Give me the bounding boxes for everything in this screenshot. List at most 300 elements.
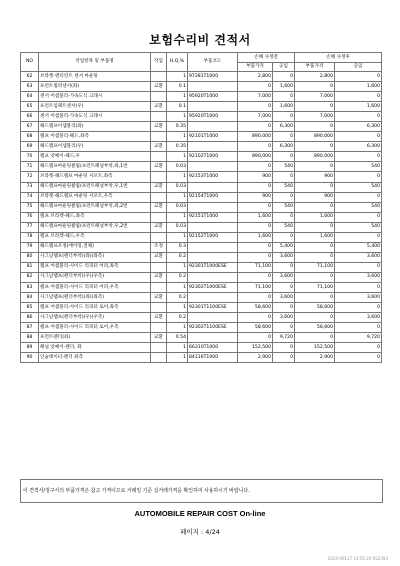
table-row (21, 313, 382, 323)
table-row (21, 72, 382, 82)
cell-part-code (188, 222, 238, 232)
cell-no: 81 (21, 262, 39, 272)
cell-hq: 0.03 (167, 182, 188, 192)
cell-no: 87 (21, 323, 39, 333)
cell-labor-before: 0 (273, 323, 295, 333)
cell-item-name: 헤드램프조정(에이밍,전체) (39, 242, 151, 252)
cell-item-name: 램프 브라켓-헤드,우측 (39, 232, 151, 242)
cell-price-after: 152,500 (295, 343, 335, 353)
cell-item-name: 사그날램프(펜더부착)(우)(우측) (39, 272, 151, 282)
cell-price-after: 2,900 (295, 353, 335, 363)
cell-work: 교환 (151, 272, 167, 282)
cell-labor-after: 5,400 (335, 242, 382, 252)
cell-work (151, 343, 167, 353)
cell-labor-before: 0 (273, 232, 295, 242)
cell-hq: 1 (167, 343, 188, 353)
cell-part-code: 92101T1000 (188, 132, 238, 142)
cell-price-before: 0 (238, 102, 273, 112)
cell-item-name: 브라켓-헤드램프 마운팅 서포트,좌측 (39, 172, 151, 182)
cell-item-name: 램프 브라켓-헤드,좌측 (39, 212, 151, 222)
cell-labor-after: 0 (335, 353, 382, 363)
cell-work: 교환 (151, 252, 167, 262)
cell-hq: 1 (167, 152, 188, 162)
cell-price-after: 890,000 (295, 132, 335, 142)
cell-labor-after: 0 (335, 343, 382, 353)
cell-price-before: 0 (238, 182, 273, 192)
cell-price-after: 0 (295, 333, 335, 343)
cell-price-after: 2,800 (295, 72, 335, 82)
cell-labor-after: 0 (335, 112, 382, 122)
table-row (21, 202, 382, 212)
header-before-adjustment: 손해 사정전 (238, 53, 295, 63)
cell-part-code (188, 333, 238, 343)
cell-no: 62 (21, 72, 39, 82)
cell-labor-after: 540 (335, 162, 382, 172)
cell-hq: 1 (167, 303, 188, 313)
cell-price-before: 71,100 (238, 282, 273, 292)
cell-price-after: 1,600 (295, 232, 335, 242)
cell-item-name: 헤드램프어셈블리(좌) (39, 122, 151, 132)
table-row (21, 162, 382, 172)
header-item-name: 작업항목 및 부품명 (39, 53, 151, 72)
cell-price-after: 0 (295, 102, 335, 112)
header-price-after: 부품가격 (295, 63, 335, 72)
cell-part-code (188, 313, 238, 323)
cell-price-before: 58,600 (238, 323, 273, 333)
cell-work: 교환 (151, 202, 167, 212)
table-row (21, 132, 382, 142)
cell-hq: 0.3 (167, 242, 188, 252)
cell-part-code: 84116T1000 (188, 353, 238, 363)
cell-labor-before: 1,600 (273, 82, 295, 92)
cell-hq: 1 (167, 282, 188, 292)
cell-hq: 1 (167, 323, 188, 333)
cell-price-after: 71,100 (295, 282, 335, 292)
cell-item-name: 램프 어셈블리-사이드 리피터 어퍼,우측 (39, 282, 151, 292)
cell-part-code (188, 102, 238, 112)
cell-hq: 0.2 (167, 313, 188, 323)
cell-labor-after: 0 (335, 72, 382, 82)
cell-part-code (188, 82, 238, 92)
cell-hq: 1 (167, 192, 188, 202)
cell-labor-before: 0 (273, 152, 295, 162)
cell-price-after: 900 (295, 192, 335, 202)
cell-item-name: 사그날램프(펜더부착)(우)(우측) (39, 313, 151, 323)
cell-labor-before: 0 (273, 112, 295, 122)
table-row (21, 152, 382, 162)
cell-work: 교환 (151, 82, 167, 92)
cell-no: 90 (21, 353, 39, 363)
cell-work: 교환 (151, 182, 167, 192)
cell-price-before: 0 (238, 162, 273, 172)
cell-price-after: 0 (295, 313, 335, 323)
cell-item-name: 헤드램프마운팅클립(프런트패널부착,좌,1번 (39, 162, 151, 172)
cell-item-name: 사그날램프(펜더부착)(좌)(좌측) (39, 252, 151, 262)
cell-part-code: 95920T1000 (188, 112, 238, 122)
table-row (21, 343, 382, 353)
cell-part-code: 92151T1000 (188, 212, 238, 222)
cell-labor-after: 0 (335, 92, 382, 102)
table-row (21, 333, 382, 343)
cell-labor-after: 0 (335, 323, 382, 333)
cell-no: 84 (21, 293, 39, 303)
header-after-adjustment: 손해 사정후 (295, 53, 382, 63)
cell-labor-after: 9,720 (335, 333, 382, 343)
header-hq: H,Q,% (167, 53, 188, 72)
table-row (21, 262, 382, 272)
cell-price-after: 0 (295, 142, 335, 152)
cell-price-before: 0 (238, 142, 273, 152)
cell-hq: 0.35 (167, 142, 188, 152)
cell-price-after: 7,000 (295, 112, 335, 122)
cell-item-name: 헤드램프마운팅클립(프런트패널부착,우,2번 (39, 222, 151, 232)
cell-price-before: 2,900 (238, 353, 273, 363)
cell-hq: 1 (167, 112, 188, 122)
cell-hq: 1 (167, 172, 188, 182)
cell-no: 75 (21, 202, 39, 212)
cell-part-code: 92153T1000 (188, 172, 238, 182)
cell-item-name: 프런트펜더(좌) (39, 333, 151, 343)
cell-price-after: 1,600 (295, 212, 335, 222)
cell-item-name: 램프 어셈블리-사이드 리피터 로어,좌측 (39, 303, 151, 313)
cell-labor-after: 3,600 (335, 313, 382, 323)
table-row (21, 192, 382, 202)
cell-work: 교환 (151, 102, 167, 112)
cell-hq: 0.54 (167, 333, 188, 343)
cell-hq: 0.1 (167, 102, 188, 112)
cell-price-before: 7,000 (238, 112, 273, 122)
cell-work (151, 72, 167, 82)
cell-labor-after: 0 (335, 262, 382, 272)
cell-hq: 1 (167, 232, 188, 242)
cell-part-code: 92302T1000ESE (188, 282, 238, 292)
cell-hq: 1 (167, 132, 188, 142)
cell-hq: 0.2 (167, 252, 188, 262)
cell-price-after: 71,100 (295, 262, 335, 272)
cell-no: 78 (21, 232, 39, 242)
cell-labor-before: 0 (273, 132, 295, 142)
cell-part-code: 92302T1100ESE (188, 323, 238, 333)
cell-price-after: 0 (295, 202, 335, 212)
cell-part-code: 66310T1000 (188, 343, 238, 353)
cell-no: 69 (21, 142, 39, 152)
cell-item-name: 브라켓-헤드램프 마운팅 서포트,우측 (39, 192, 151, 202)
cell-labor-after: 3,600 (335, 293, 382, 303)
cell-no: 76 (21, 212, 39, 222)
cell-price-after: 58,600 (295, 303, 335, 313)
table-row (21, 252, 382, 262)
cell-labor-after: 0 (335, 132, 382, 142)
cell-labor-after: 540 (335, 202, 382, 212)
cell-item-name: 램프 앗쎄이-헤드,우 (39, 152, 151, 162)
cell-labor-after: 540 (335, 222, 382, 232)
cell-price-after: 0 (295, 242, 335, 252)
cell-part-code (188, 252, 238, 262)
cell-price-after: 0 (295, 82, 335, 92)
cell-hq: 1 (167, 262, 188, 272)
cell-work (151, 282, 167, 292)
cell-labor-before: 3,600 (273, 293, 295, 303)
cell-price-after: 0 (295, 252, 335, 262)
cell-no: 64 (21, 92, 39, 102)
cell-price-after: 890,000 (295, 152, 335, 162)
cell-no: 66 (21, 112, 39, 122)
cell-labor-after: 0 (335, 192, 382, 202)
cell-part-code: 95920T1000 (188, 92, 238, 102)
cell-price-before: 0 (238, 202, 273, 212)
cell-hq: 1 (167, 212, 188, 222)
cell-item-name: 브라켓-앤티런트 센서 마운팅 (39, 72, 151, 82)
cell-labor-after: 6,300 (335, 142, 382, 152)
table-row (21, 242, 382, 252)
table-row (21, 303, 382, 313)
cell-part-code (188, 202, 238, 212)
cell-hq: 0.2 (167, 272, 188, 282)
cell-price-after: 7,000 (295, 92, 335, 102)
cell-item-name: 프런트범퍼센서(좌) (39, 82, 151, 92)
estimate-table (20, 52, 382, 363)
header-part-code: 부품코드 (188, 53, 238, 72)
cell-labor-before: 0 (273, 303, 295, 313)
cell-price-before: 152,500 (238, 343, 273, 353)
cell-price-before: 7,000 (238, 92, 273, 102)
cell-price-after: 0 (295, 293, 335, 303)
cell-item-name: 헤드램프마운팅클립(프런트패널부착,우,1번 (39, 182, 151, 192)
cell-part-code (188, 272, 238, 282)
cell-work (151, 303, 167, 313)
cell-work: 교환 (151, 222, 167, 232)
cell-item-name: 패널 앗쎄이-펜더, 좌 (39, 343, 151, 353)
cell-labor-before: 0 (273, 353, 295, 363)
table-row (21, 232, 382, 242)
cell-no: 88 (21, 333, 39, 343)
cell-part-code (188, 182, 238, 192)
cell-labor-after: 0 (335, 172, 382, 182)
cell-hq: 1 (167, 72, 188, 82)
cell-work (151, 132, 167, 142)
cell-no: 67 (21, 122, 39, 132)
cell-part-code (188, 162, 238, 172)
table-row (21, 122, 382, 132)
cell-labor-after: 0 (335, 152, 382, 162)
cell-labor-before: 5,400 (273, 242, 295, 252)
cell-item-name: 헤드램프어셈블리(우) (39, 142, 151, 152)
cell-no: 74 (21, 192, 39, 202)
cell-work (151, 323, 167, 333)
cell-labor-after: 0 (335, 212, 382, 222)
cell-labor-before: 3,600 (273, 313, 295, 323)
cell-labor-before: 0 (273, 192, 295, 202)
table-row (21, 323, 382, 333)
cell-work (151, 112, 167, 122)
cell-price-before: 0 (238, 272, 273, 282)
cell-labor-before: 540 (273, 202, 295, 212)
table-body (21, 72, 382, 363)
cell-price-before: 71,100 (238, 262, 273, 272)
cell-price-after: 0 (295, 162, 335, 172)
cell-price-before: 2,800 (238, 72, 273, 82)
cell-work (151, 262, 167, 272)
cell-item-name: 프런트임팩트센서(우) (39, 102, 151, 112)
cell-labor-before: 540 (273, 222, 295, 232)
cell-work: 교환 (151, 293, 167, 303)
cell-work: 조정 (151, 242, 167, 252)
cell-price-before: 58,600 (238, 303, 273, 313)
cell-hq: 0.1 (167, 82, 188, 92)
cell-labor-after: 6,300 (335, 122, 382, 132)
cell-no: 79 (21, 242, 39, 252)
cell-work (151, 92, 167, 102)
cell-work (151, 152, 167, 162)
cell-hq: 0.03 (167, 222, 188, 232)
cell-labor-after: 0 (335, 303, 382, 313)
cell-labor-before: 0 (273, 212, 295, 222)
cell-work (151, 172, 167, 182)
table-row (21, 282, 382, 292)
cell-part-code: 92152T1000 (188, 232, 238, 242)
cell-item-name: 헤드램프마운팅클립(프런트패널부착,좌,2번 (39, 202, 151, 212)
cell-price-before: 890,000 (238, 132, 273, 142)
header-labor-before: 공임 (273, 63, 295, 72)
cell-no: 71 (21, 162, 39, 172)
cell-price-before: 0 (238, 333, 273, 343)
cell-price-after: 0 (295, 182, 335, 192)
table-row (21, 182, 382, 192)
cell-part-code: 92301T1100ESE (188, 303, 238, 313)
cell-no: 63 (21, 82, 39, 92)
cell-work: 교환 (151, 333, 167, 343)
header-labor-after: 공임 (335, 63, 382, 72)
table-row (21, 272, 382, 282)
cell-labor-before: 0 (273, 343, 295, 353)
cell-labor-after: 3,600 (335, 272, 382, 282)
cell-price-before: 0 (238, 293, 273, 303)
cell-labor-before: 9,720 (273, 333, 295, 343)
cell-part-code (188, 142, 238, 152)
cell-no: 70 (21, 152, 39, 162)
table-row (21, 222, 382, 232)
cell-work (151, 353, 167, 363)
table-row (21, 142, 382, 152)
cell-labor-after: 1,600 (335, 102, 382, 112)
cell-price-before: 0 (238, 82, 273, 92)
cell-part-code: 92301T1000ESE (188, 262, 238, 272)
cell-hq: 0.35 (167, 122, 188, 132)
cell-item-name: 센서 어셈블리-가속도식 크래시 (39, 92, 151, 102)
cell-price-after: 0 (295, 122, 335, 132)
page-indicator: 페이지 : 4/24 (180, 528, 220, 536)
print-stamp: 2024-00117 14:50:20 KS2393 (327, 556, 388, 561)
cell-price-after: 58,600 (295, 323, 335, 333)
cell-labor-before: 3,600 (273, 272, 295, 282)
cell-labor-before: 0 (273, 92, 295, 102)
cell-no: 86 (21, 313, 39, 323)
cell-labor-before: 540 (273, 182, 295, 192)
header-no: NO (21, 53, 39, 72)
cell-item-name: 램프 어셈블리-사이드 리피터 로어,우측 (39, 323, 151, 333)
table-row (21, 212, 382, 222)
cell-item-name: 사그날램프(펜더부착)(좌)(좌측) (39, 293, 151, 303)
cell-price-before: 0 (238, 222, 273, 232)
cell-no: 82 (21, 272, 39, 282)
cell-work: 교환 (151, 142, 167, 152)
cell-labor-before: 6,300 (273, 122, 295, 132)
cell-price-before: 890,000 (238, 152, 273, 162)
cell-price-before: 1,600 (238, 212, 273, 222)
cell-labor-after: 540 (335, 182, 382, 192)
cell-labor-before: 0 (273, 72, 295, 82)
table-row (21, 92, 382, 102)
cell-labor-after: 3,600 (335, 252, 382, 262)
cell-work (151, 192, 167, 202)
cell-work (151, 212, 167, 222)
cell-part-code: 92102T1000 (188, 152, 238, 162)
cell-price-after: 0 (295, 272, 335, 282)
header-work: 작업 (151, 53, 167, 72)
cell-price-before: 0 (238, 313, 273, 323)
disclaimer-note: 이 견적서/청구서의 부품가격은 참고 가격이므로 거래일 기준 실거래가격을 확인하여 사용하시기 바랍니다. (20, 479, 383, 503)
cell-item-name: 램프 어셈블리-헤드,좌측 (39, 132, 151, 142)
table-row (21, 353, 382, 363)
document-title: 보험수리비 견적서 (149, 33, 251, 47)
cell-no: 89 (21, 343, 39, 353)
cell-item-name: 인슐레이터-펜더 좌측 (39, 353, 151, 363)
cell-hq: 0.03 (167, 202, 188, 212)
header-price-before: 부품가격 (238, 63, 273, 72)
cell-labor-after: 0 (335, 282, 382, 292)
table-row (21, 293, 382, 303)
cell-no: 73 (21, 182, 39, 192)
table-row (21, 172, 382, 182)
cell-labor-before: 0 (273, 172, 295, 182)
cell-labor-after: 1,600 (335, 82, 382, 92)
cell-price-before: 900 (238, 192, 273, 202)
cell-work: 교환 (151, 122, 167, 132)
table-row (21, 82, 382, 92)
cell-labor-before: 6,300 (273, 142, 295, 152)
cell-price-before: 0 (238, 252, 273, 262)
cell-no: 68 (21, 132, 39, 142)
cell-hq: 0.2 (167, 293, 188, 303)
cell-price-after: 900 (295, 172, 335, 182)
footer-brand: AUTOMOBILE REPAIR COST On-line (134, 509, 266, 518)
cell-no: 65 (21, 102, 39, 112)
cell-price-before: 0 (238, 122, 273, 132)
cell-part-code (188, 293, 238, 303)
cell-part-code (188, 122, 238, 132)
cell-item-name: 램프 어셈블리-사이드 리피터 어퍼,좌측 (39, 262, 151, 272)
cell-price-before: 0 (238, 242, 273, 252)
cell-work: 교환 (151, 162, 167, 172)
cell-no: 85 (21, 303, 39, 313)
cell-labor-before: 3,600 (273, 252, 295, 262)
table-row (21, 112, 382, 122)
cell-price-before: 1,600 (238, 232, 273, 242)
cell-no: 77 (21, 222, 39, 232)
cell-labor-before: 1,600 (273, 102, 295, 112)
table-row (21, 102, 382, 112)
cell-part-code: 97281T1000 (188, 72, 238, 82)
cell-no: 80 (21, 252, 39, 262)
cell-labor-before: 0 (273, 262, 295, 272)
cell-labor-after: 0 (335, 232, 382, 242)
cell-item-name: 센서 어셈블리-가속도식 크래시 (39, 112, 151, 122)
cell-work: 교환 (151, 313, 167, 323)
cell-price-before: 900 (238, 172, 273, 182)
cell-no: 72 (21, 172, 39, 182)
cell-part-code: 92154T1000 (188, 192, 238, 202)
cell-part-code (188, 242, 238, 252)
